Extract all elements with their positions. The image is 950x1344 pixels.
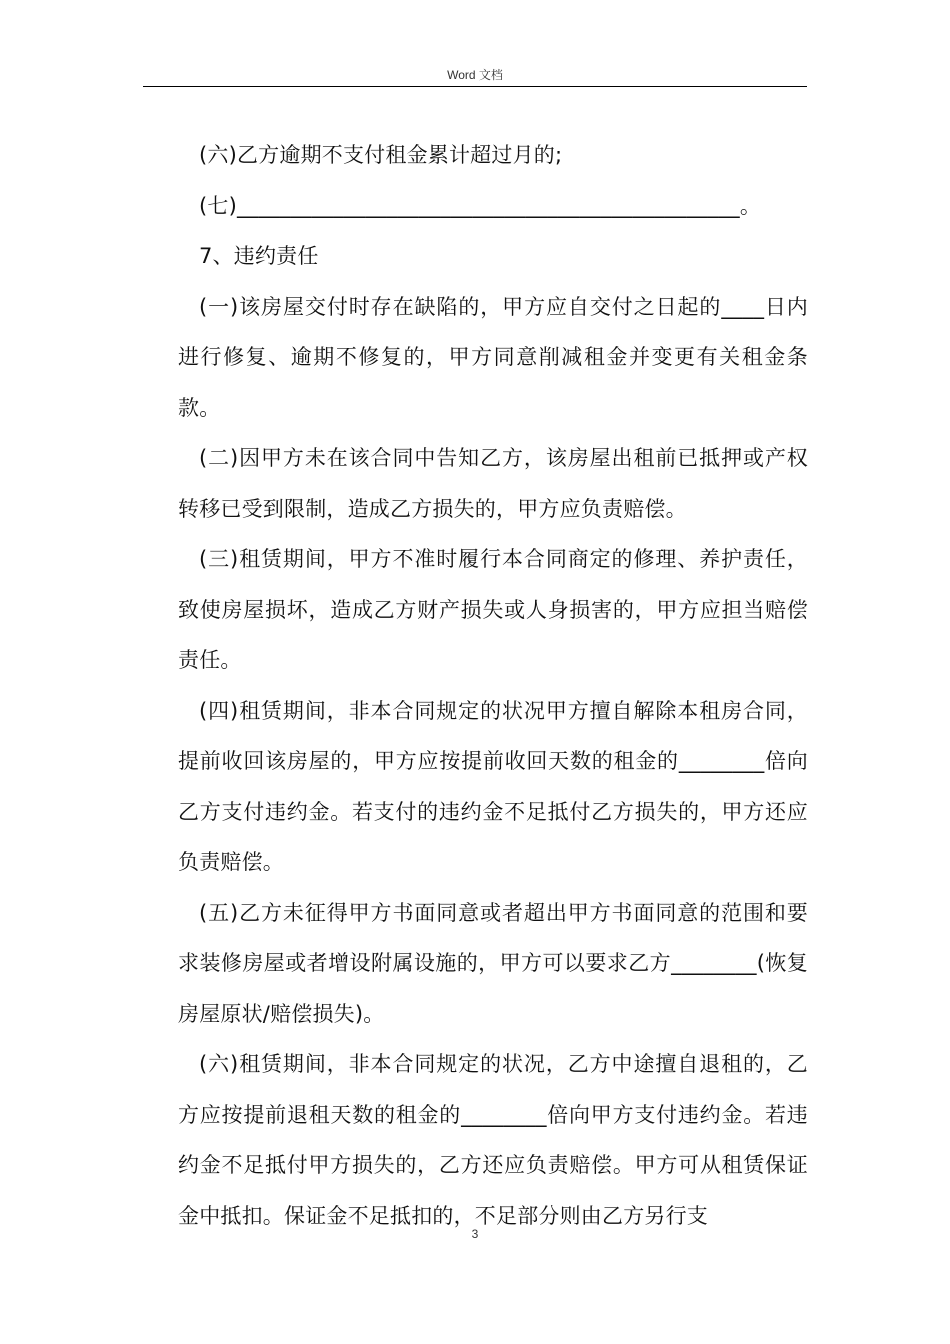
header-divider: [143, 86, 807, 87]
liability-clause-5: (五)乙方未征得甲方书面同意或者超出甲方书面同意的范围和要求装修房屋或者增设附属设施的，甲方可以要求乙方________(恢复房屋原状/赔偿损失)。: [178, 900, 808, 1026]
page-header: Word 文档: [447, 68, 503, 82]
clause-6-overdue-rent: (六)乙方逾期不支付租金累计超过月的;: [199, 143, 563, 167]
page-number: 3: [471, 1227, 479, 1241]
section-heading-liability: 7、违约责任: [199, 244, 319, 268]
liability-clause-1: (一)该房屋交付时存在缺陷的，甲方应自交付之日起的____日内进行修复、逾期不修复的，甲方同意削减租金并变更有关租金条款。: [178, 294, 808, 420]
liability-clause-2: (二)因甲方未在该合同中告知乙方，该房屋出租前已抵押或产权转移已受到限制，造成乙方损失的，甲方应负责赔偿。: [178, 446, 808, 521]
liability-clause-3: (三)租赁期间，甲方不准时履行本合同商定的修理、养护责任，致使房屋损坏，造成乙方财产损失或人身损害的，甲方应担当赔偿责任。: [178, 547, 808, 672]
liability-clause-6: (六)租赁期间，非本合同规定的状况，乙方中途擅自退租的，乙方应按提前退租天数的租金的________倍向甲方支付违约金。若违约金不足抵付甲方损失的，乙方还应负责赔偿。甲方可从租赁保证金中抵扣。保证金不足抵扣的，不足部分则由乙方另行支: [178, 1052, 808, 1228]
liability-clause-4: (四)租赁期间，非本合同规定的状况甲方擅自解除本租房合同，提前收回该房屋的，甲方应按提前收回天数的租金的________倍向乙方支付违约金。若支付的违约金不足抵付乙方损失的，甲方还应负责赔偿。: [178, 698, 808, 874]
clause-7-blank: (七)_______________________________________________。: [199, 193, 762, 218]
document-body: [178, 130, 808, 1241]
